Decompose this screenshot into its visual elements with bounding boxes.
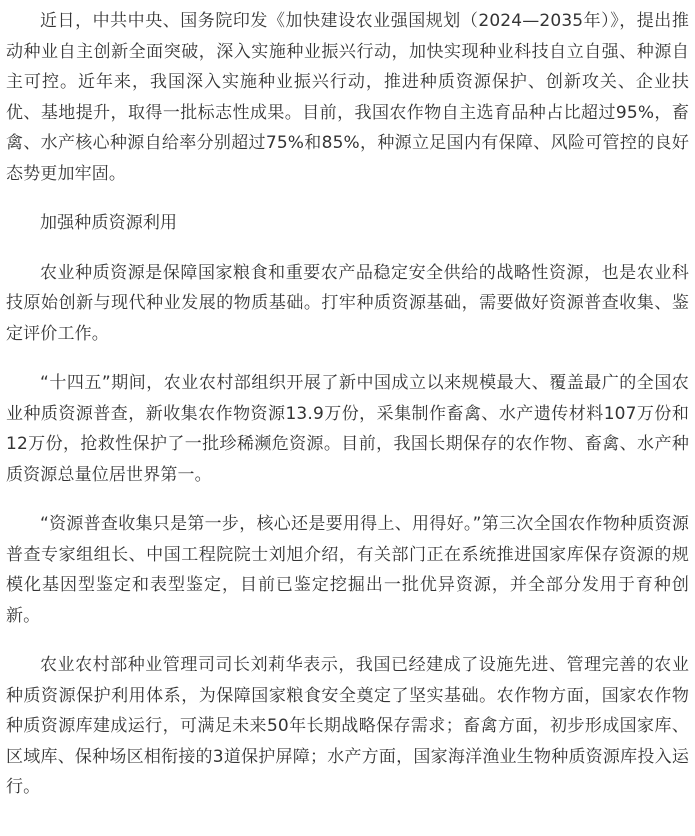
- article-paragraph-germplasm: 农业种质资源是保障国家粮食和重要农产品稳定安全供给的战略性资源，也是农业科技原始创新与现代种业发展的物质基础。打牢种质资源基础，需要做好资源普查收集、鉴定评价工作。: [6, 262, 689, 344]
- article-body: [6, 6, 689, 822]
- article-paragraph-census: “十四五”期间，农业农村部组织开展了新中国成立以来规模最大、覆盖最广的全国农业种质资源普查，新收集农作物资源13.9万份，采集制作畜禽、水产遗传材料107万份和12万份，抢救性保护了一批珍稀濒危资源。目前，我国长期保存的农作物、畜禽、水产种质资源总量位居世界第一。: [6, 373, 689, 485]
- article-paragraph-system: 农业农村部种业管理司司长刘莉华表示，我国已经建成了设施先进、管理完善的农业种质资源保护利用体系，为保障国家粮食安全奠定了坚实基础。农作物方面，国家农作物种质资源库建成运行，可满足未来50年长期战略保存需求；畜禽方面，初步形成国家库、区域库、保种场区相衔接的3道保护屏障；水产方面，国家海洋渔业生物种质资源库投入运行。: [6, 655, 689, 797]
- article-paragraph-intro: 近日，中共中央、国务院印发《加快建设农业强国规划（2024—2035年）》，提出推动种业自主创新全面突破，深入实施种业振兴行动，加快实现种业科技自立自强、种源自主可控。近年来，我国深入实施种业振兴行动，推进种质资源保护、创新攻关、企业扶优、基地提升，取得一批标志性成果。目前，我国农作物自主选育品种占比超过95%，畜禽、水产核心种源自给率分别超过75%和85%，种源立足国内有保障、风险可管控的良好态势更加牢固。: [6, 11, 689, 184]
- article-paragraph-quote: “资源普查收集只是第一步，核心还是要用得上、用得好。”第三次全国农作物种质资源普查专家组组长、中国工程院院士刘旭介绍，有关部门正在系统推进国家库保存资源的规模化基因型鉴定和表型鉴定，目前已鉴定挖掘出一批优异资源，并全部分发用于育种创新。: [6, 514, 689, 626]
- section-heading: 加强种质资源利用: [40, 213, 178, 233]
